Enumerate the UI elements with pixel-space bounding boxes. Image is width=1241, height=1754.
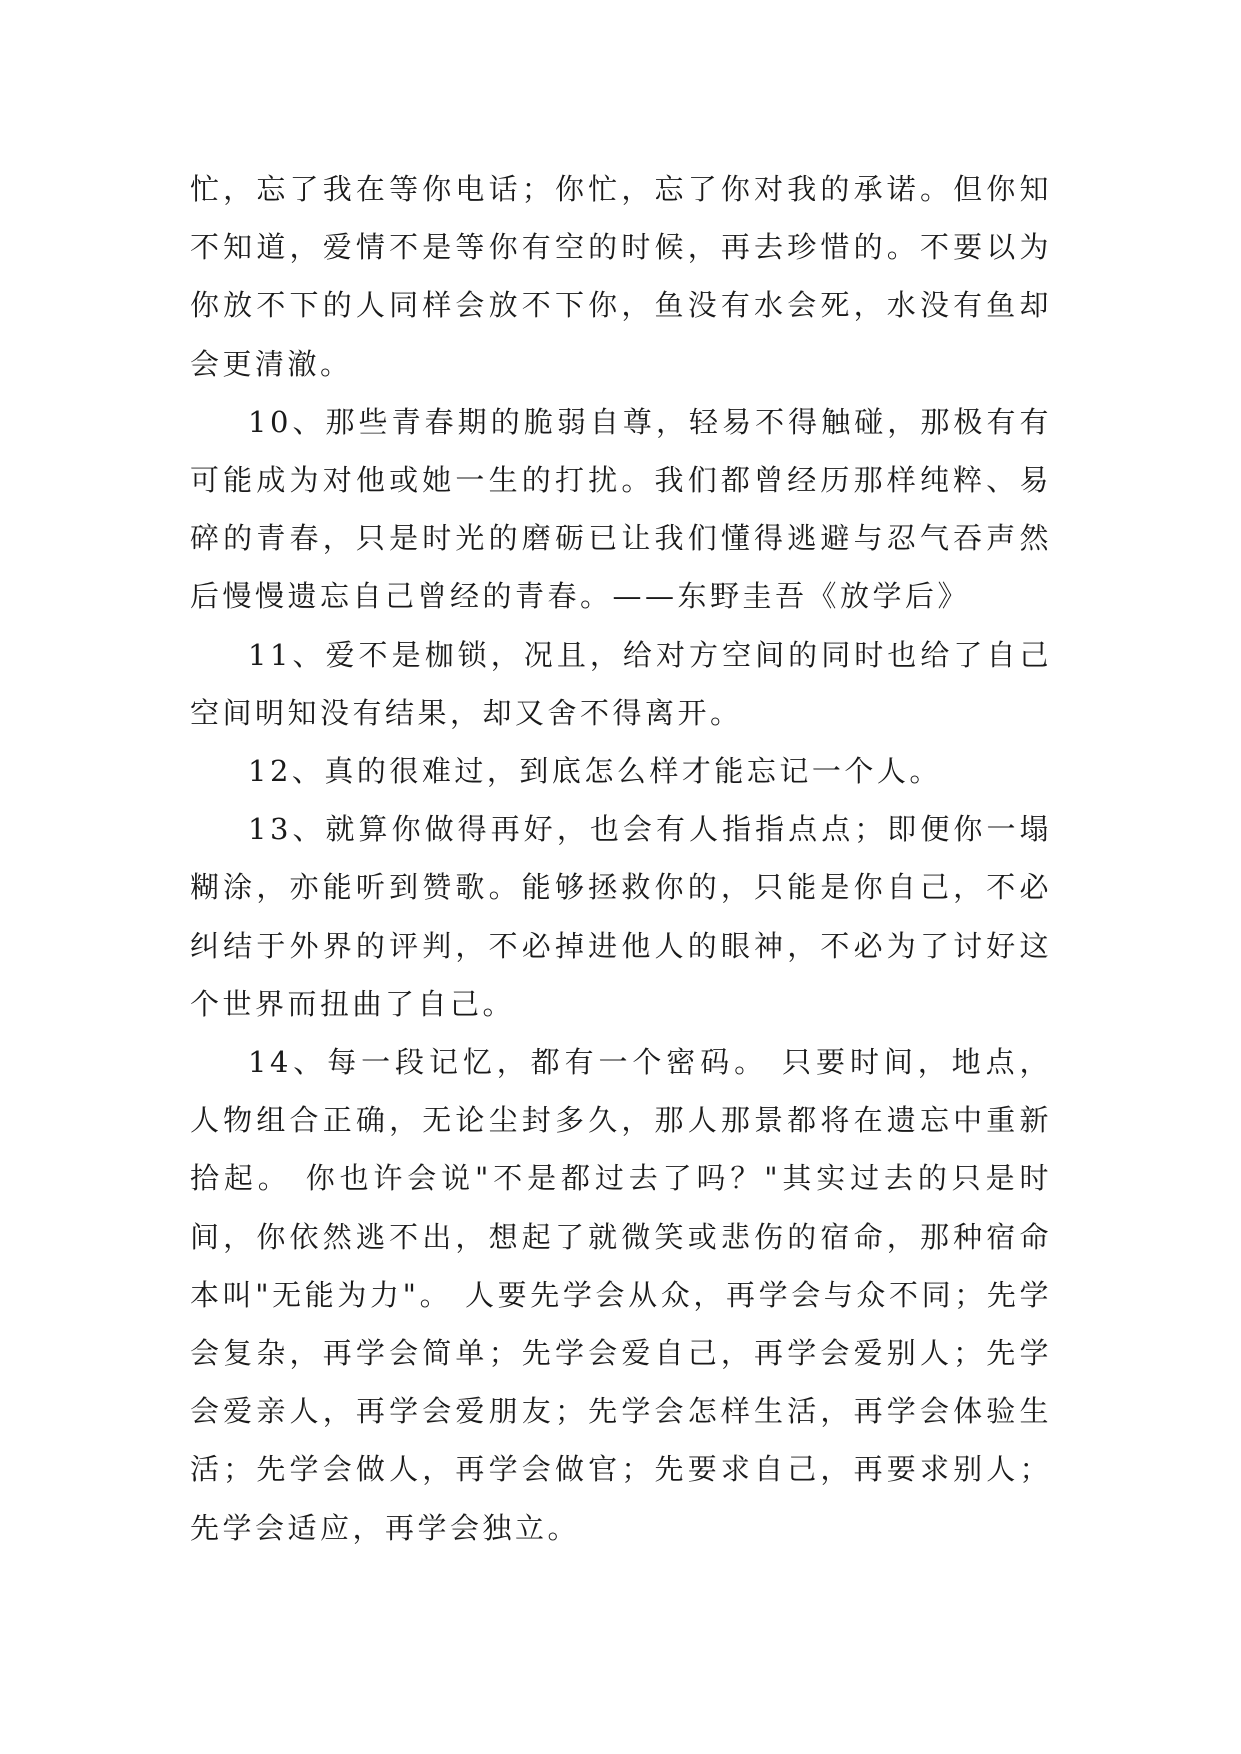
paragraph-item-11: 11、爱不是枷锁，况且，给对方空间的同时也给了自己空间明知没有结果，却又舍不得离开。 [190, 637, 1052, 730]
document-body [190, 160, 1052, 1557]
paragraph-item-10: 10、那些青春期的脆弱自尊，轻易不得触碰，那极有有可能成为对他或她一生的打扰。我们都曾经历那样纯粹、易碎的青春，只是时光的磨砺已让我们懂得逃避与忍气吞声然后慢慢遗忘自己曾经的青春。——东野圭吾《放学后》 [190, 404, 1052, 614]
paragraph-item-12: 12、真的很难过，到底怎么样才能忘记一个人。 [248, 754, 942, 789]
paragraph-continuation: 忙，忘了我在等你电话；你忙，忘了你对我的承诺。但你知不知道，爱情不是等你有空的时候，再去珍惜的。不要以为你放不下的人同样会放不下你，鱼没有水会死，水没有鱼却会更清澈。 [190, 172, 1052, 381]
paragraph-item-14: 14、每一段记忆，都有一个密码。 只要时间，地点，人物组合正确，无论尘封多久，那人那景都将在遗忘中重新拾起。 你也许会说"不是都过去了吗？"其实过去的只是时间，你依然逃不出，想起了就微笑或悲伤的宿命，那种宿命本叫"无能为力"。 人要先学会从众，再学会与众不同；先学会复杂，再学会简单；先学会爱自己，再学会爱别人；先学会爱亲人，再学会爱朋友；先学会怎样生活，再学会体验生活；先学会做人，再学会做官；先要求自己，再要求别人；先学会适应，再学会独立。 [190, 1045, 1052, 1545]
paragraph-item-13: 13、就算你做得再好，也会有人指指点点；即便你一塌糊涂，亦能听到赞歌。能够拯救你的，只能是你自己，不必纠结于外界的评判，不必掉进他人的眼神，不必为了讨好这个世界而扭曲了自己。 [190, 812, 1052, 1021]
